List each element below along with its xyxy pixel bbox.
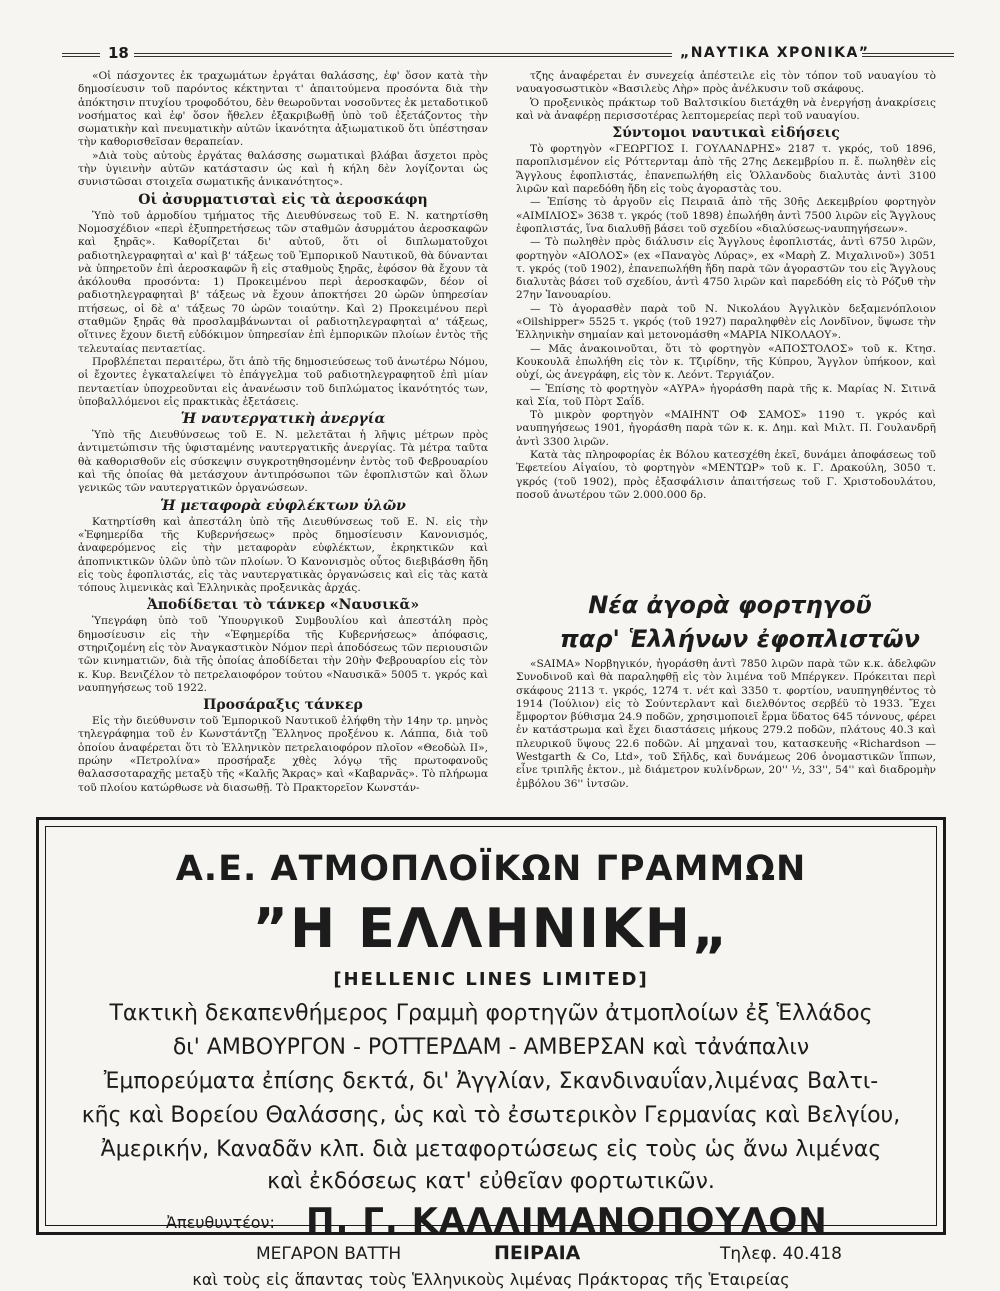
ad-route-line: δι' ΑΜΒΟΥΡΓΟΝ - ΡΟΤΤΕΡΔΑΜ - ΑΜΒΕΡΣΑΝ καὶ τἀνάπαλιν (172, 1035, 810, 1060)
section-heading: Ἡ ναυτεργατικὴ ἀνεργία (180, 411, 386, 428)
ad-company-line: Α.Ε. ΑΤΜΟΠΛΟΪΚΩΝ ΓΡΑΜΜΩΝ (175, 849, 807, 889)
paragraph: Κατὰ τὰς πληροφορίας ἐκ Βόλου κατεσχέθη ἐκεῖ, δυνάμει ἀποφάσεως τοῦ Ἐφετείου Αἰγαίου, τὸ φορτηγὸν «ΜΕΝΤΩΡ» τοῦ κ. Γ. Δρακούλη, 3050 τ. γκρός (τοῦ 1902), πρὸς ἐξασφάλισιν ἀπαιτήσεως τοῦ Γ. Χριστοδουλάτου, ποσοῦ ἀνωτέρου τῶν 2.000.000 δρ. (516, 449, 936, 501)
ad-contact-label: Ἀπευθυντέον: (166, 1213, 275, 1232)
ad-cargo-line-2: κῆς καὶ Βορείου Θαλάσσης, ὡς καὶ τὸ ἐσωτερικὸν Γερμανίας καὶ Βελγίου, (81, 1103, 901, 1128)
paragraph: Κατηρτίσθη καὶ ἀπεστάλη ὑπὸ τῆς Διευθύνσεως τοῦ Ε. Ν. εἰς τὴν «Ἐφημερίδα τῆς Κυβερνήσεως» πρὸς δημοσίευσιν Κανονισμός, ἀναφερόμενος εἰς τὴν μεταφορὰν εὐφλέκτων, ἐκρηκτικῶν καὶ ἀποπνικτικῶν ὑλῶν ὑπὸ τῶν πλοίων. Ὁ Κανονισμὸς οὗτος διεβιβάσθη ἤδη εἰς τοὺς ἐφοπλιστάς, εἰς τὰς ναυτεργατικὰς ὀργανώσεις καὶ εἰς τὰς κατὰ τόπους λιμενικὰς καὶ Ἑλληνικὰς προξενικὰς ἀρχάς. (78, 515, 488, 595)
header-rule-right (862, 53, 954, 57)
paragraph: — Ἐπίσης τὸ ἀργοῦν εἰς Πειραιᾶ ἀπὸ τῆς 30ῆς Δεκεμβρίου φορτηγὸν «ΑΙΜΙΛΙΟΣ» 3638 τ. γκρός (τοῦ 1898) ἐπωλήθη ἀντὶ 7500 λιρῶν εἰς Ἄγγλους ἐφοπλιστάς, ἵνα διαλυθῇ βάσει τοῦ σχεδίου «διαλύσεως-ναυπηγήσεων». (516, 196, 936, 235)
header-rule-left (62, 53, 100, 57)
section-heading: Προσάραξις τάνκερ (203, 697, 363, 714)
paragraph: — Τὸ ἀγορασθὲν παρὰ τοῦ Ν. Νικολάου Ἀγγλικὸν δεξαμενόπλοιον «Oilshipper» 5525 τ. γκρός (τοῦ 1927) παραληφθὲν εἰς Λονδῖνον, ὕψωσε τὴν Ἑλληνικὴν σημαίαν καὶ μετονομάσθη «ΜΑΡΙΑ ΝΙΚΟΛΑΟΥ». (516, 302, 936, 342)
paragraph: τζης ἀναφέρεται ἐν συνεχείᾳ ἀπέστειλε εἰς τὸν τόπον τοῦ ναυαγίου τὸ ναυαγοσωστικὸν «Βασιλεὺς Λὴρ» πρὸς ἀνέλκυσιν τοῦ σκάφους. (516, 70, 936, 96)
paragraph: «Οἱ πάσχοντες ἐκ τραχωμάτων ἐργάται θαλάσσης, ἐφ' ὅσον κατὰ τὴν δημοσίευσιν τοῦ παρόντος κέκτηνται τ' ἀπαιτούμενα προσόντα διὰ τὴν ἀπόκτησιν πτυχίου τροφοδότου, δὲν θεωροῦνται νοσοῦντες ἐκ μεταδοτικοῦ νοσήματος καὶ ἐφ' ὅσον ἤθελεν ἐξακριβωθῇ ὑπὸ τοῦ ἐξετάζοντος τὴν σωματικὴν καὶ πνευματικὴν αὐτῶν ἱκανότητα ἀξιωματικοῦ ὅτι ὑπέστησαν τὴν καθορισθεῖσαν θεραπείαν. (78, 70, 488, 149)
feature-article (516, 658, 936, 791)
advertisement (36, 817, 946, 1289)
paragraph: Τὸ φορτηγὸν «ΓΕΩΡΓΙΟΣ Ι. ΓΟΥΛΑΝΔΡΗΣ» 2187 τ. γκρός, τοῦ 1896, παροπλισμένον εἰς Ρόττερνταμ ἀπὸ τῆς 27ης Δεκεμβρίου π. ἔ. πωληθὲν εἰς Ἄγγλους ἐφοπλιστάς, ἐπανεπωλήθη εἰς Ὁλλανδοὺς διαλυτὰς ἀντὶ 3100 λιρῶν καὶ παρεδόθη ἤδη εἰς τοὺς ἀγοραστὰς του. (516, 143, 936, 196)
section-heading: Οἱ ἀσυρματισταὶ εἰς τὰ ἀεροσκάφη (138, 191, 428, 208)
paragraph: Εἰς τὴν διεύθυνσιν τοῦ Ἐμπορικοῦ Ναυτικοῦ ἐλήφθη τὴν 14ην τρ. μηνὸς τηλεγράφημα τοῦ ἐν Κωνστάντζῃ Ἕλληνος προξένου κ. Λάππα, διὰ τοῦ ὁποίου ἀναφέρεται ὅτι τὸ Ἑλληνικὸν πετρελαιοφόρον πλοῖον «Θεοδὼλ ΙΙ», πρώην «Πετρολίνα» προσήραξε χθὲς λόγῳ τῆς πρωτοφανοῦς θαλασσοταραχῆς μεταξὺ τῆς «Καλῆς Ἄκρας» καὶ «Καβαρνᾶς». Τὸ πλήρωμα τοῦ πλοίου κατώρθωσε νὰ διασωθῇ. Τὸ Πρακτορεῖον Κωνστάν- (78, 715, 488, 794)
paragraph: Τὸ μικρὸν φορτηγὸν «ΜΑΙΗΝΤ ΟΦ ΣΑΜΟΣ» 1190 τ. γκρός καὶ ναυπηγήσεως 1901, ἠγοράσθη παρὰ τῶν κ. κ. Δημ. καὶ Μιλτ. Π. Γουλανδρῆ ἀντὶ 3300 λιρῶν. (516, 409, 936, 448)
section-heading: Ἀποδίδεται τὸ τάνκερ «Ναυσικᾶ» (146, 597, 420, 614)
ad-brand-name: ”Η ΕΛΛΗΝΙΚΗ„ (252, 897, 730, 960)
paragraph: »Διὰ τοὺς αὐτοὺς ἐργάτας θαλάσσης σωματικαὶ βλάβαι ἄσχετοι πρὸς τὴν ὑγιεινὴν αὐτῶν κατάστασιν ὡς καὶ ἡ κήλη δὲν λογίζονται ὡς συνιστῶσαι στοιχεῖα σωματικῆς ἀνικανότητος». (78, 149, 488, 189)
left-column (78, 70, 488, 795)
headline-line-1: Νέα ἀγορὰ φορτηγοῦ (588, 591, 872, 619)
page-number: 18 (108, 44, 129, 62)
paragraph: Ὑπεγράφη ὑπὸ τοῦ Ὑπουργικοῦ Συμβουλίου καὶ ἀπεστάλη πρὸς δημοσίευσιν εἰς τὴν «Ἐφημερίδα τῆς Κυβερνήσεως» ἀπόφασις, στηριζομένη εἰς τὸν Ἀναγκαστικὸν Νόμον περὶ ἀποδόσεως τῶν περιουσιῶν τῶν κινηματιῶν, διὰ τῆς ὁποίας ἀποδίδεται τὴν 20ὴν Φεβρουαρίου εἰς τὸν κ. Κυρ. Βενιζέλον τὸ πετρελαιοφόρον τούτου «Ναυσικᾶ» 5005 τ. γκρός καὶ ναυπηγήσεως τοῦ 1922. (78, 615, 488, 694)
headline-line-2: παρ' Ἑλλήνων ἐφοπλιστῶν (559, 625, 920, 653)
ad-english-name: [HELLENIC LINES LIMITED] (333, 969, 649, 990)
ad-city: ΠΕΙΡΑΙΑ (494, 1242, 581, 1264)
header-rule-middle (134, 53, 672, 57)
paragraph: Ὑπὸ τοῦ ἁρμοδίου τμήματος τῆς Διευθύνσεως τοῦ Ε. Ν. κατηρτίσθη Νομοσχέδιον «περὶ ἐξυπηρετήσεως τῶν σταθμῶν ἀσυρμάτου ἀεροσκαφῶν καὶ ξηρᾶς». Καθορίζεται δι' αὐτοῦ, ὅτι οἱ διπλωματοῦχοι ραδιοτηλεγραφηταὶ α' καὶ β' τάξεως τοῦ Ἐμπορικοῦ Ναυτικοῦ, θὰ δύνανται νὰ ὑπηρετοῦν ἐπὶ ἀεροσκαφῶν ἢ εἰς σταθμοὺς ξηρᾶς, ἐφόσον θὰ ἔχουν τὰ ἀκόλουθα προσόντα: 1) Προκειμένου περὶ ἀεροσκαφῶν, δέον οἱ ραδιοτηλεγραφηταὶ β' τάξεως νὰ ἔχουν ἀποκτήσει 20 ὡρῶν ὑπηρεσίαν πτήσεως, οἱ δὲ α' τάξεως 70 ὡρῶν τοιαύτην. Καὶ 2) Προκειμένου περὶ σταθμῶν ξηρᾶς θὰ προσλαμβάνωνται οἱ ραδιοτηλεγραφηταὶ α' τάξεως, οἵτινες ἔχουν διετῆ εὐδόκιμον ὑπηρεσίαν ἐπὶ ἐμπορικῶν πλοίων ἐντὸς τῆς τελευταίας πενταετίας. (78, 209, 488, 355)
paragraph: — Ἐπίσης τὸ φορτηγὸν «ΑΥΡΑ» ἠγοράσθη παρὰ τῆς κ. Μαρίας Ν. Σιτινᾶ καὶ Σία, τοῦ Πὸρτ Σαΐδ. (516, 382, 936, 408)
journal-title: „ΝΑΥΤΙΚΑ ΧΡΟΝΙΚΑ” (680, 45, 870, 61)
ad-cargo-line-4: καὶ ἐκδόσεως κατ' εὐθεῖαν φορτωτικῶν. (267, 1169, 715, 1194)
paragraph: Προβλέπεται περαιτέρω, ὅτι ἀπὸ τῆς δημοσιεύσεως τοῦ ἀνωτέρω Νόμου, οἱ ἔχοντες ἐγκαταλείψει τὸ ἐπάγγελμα τοῦ ραδιοτηλεγραφητοῦ ἐπὶ μίαν πενταετίαν ὑποχρεοῦνται εἰς ἀνανέωσιν τοῦ διπλώματος ἱκανότητός των, ὑποβαλλόμενοι εἰς πρακτικὰς ἐξετάσεις. (78, 355, 488, 408)
feature-headline (510, 588, 940, 656)
paragraph: — Τὸ πωληθὲν πρὸς διάλυσιν εἰς Ἄγγλους ἐφοπλιστάς, ἀντὶ 6750 λιρῶν, φορτηγὸν «ΑΙΟΛΟΣ» (ex «Παναγὸς Λύρας», ex «Μαρὴ Ζ. Μιχαλινοῦ») 3051 τ. γκρός (τοῦ 1902), ἐπανεπωλήθη ἤδη παρὰ τῶν ἀγοραστῶν του εἰς Ἄγγλους διαλυτὰς βάσει τοῦ σχεδίου, ἀντὶ 4750 λιρῶν καὶ παρεδόθη εἰς τὸ Ρόζυθ τὴν 27ην Ἰανουαρίου. (516, 236, 936, 302)
ad-cargo-line-3: Ἀμερικήν, Καναδᾶν κλπ. διὰ μεταφορτώσεως εἰς τοὺς ὡς ἄνω λιμένας (100, 1137, 882, 1162)
right-column (516, 70, 936, 502)
page-header (62, 44, 954, 64)
ad-footer-line: καὶ τοὺς εἰς ἅπαντας τοὺς Ἑλληνικοὺς λιμένας Πράκτορας τῆς Ἑταιρείας (192, 1270, 790, 1289)
ad-frame (45, 826, 937, 1289)
ad-agent-name: Π. Γ. ΚΑΛΛΙΜΑΝΟΠΟΥΛΟΝ (306, 1201, 828, 1241)
paragraph: Ὑπὸ τῆς Διευθύνσεως τοῦ Ε. Ν. μελετᾶται ἡ λῆψις μέτρων πρὸς ἀντιμετώπισιν τῆς ὑφισταμένης ναυτεργατικῆς ἀνεργίας. Τὰ μέτρα ταῦτα θὰ καθορισθοῦν εἰς σύσκεψιν συγκροτηθησομένην ἐντὸς τοῦ Φεβρουαρίου καὶ τῆς ὁποίας θὰ μετάσχουν ἀντιπρόσωποι τῶν ἐφοπλιστῶν καὶ ὅλων γενικῶς τῶν ναυτεργατικῶν ὀργανώσεων. (78, 429, 488, 495)
paragraph: Ὁ προξενικὸς πράκτωρ τοῦ Βαλτσικίου διετάχθη νὰ ἐνεργήσῃ ἀνακρίσεις καὶ νὰ ἀναφέρῃ περισσοτέρας λεπτομερείας περὶ τοῦ ναυαγίου. (516, 96, 936, 122)
paragraph: «SAIMA» Νορβηγικόν, ἠγοράσθη ἀντὶ 7850 λιρῶν παρὰ τῶν κ.κ. ἀδελφῶν Συνοδινοῦ καὶ θὰ παραληφθῇ εἰς τὸν λιμένα τοῦ Μπέργκεν. Πρόκειται περὶ σκάφους 2113 τ. γκρός, 1274 τ. νέτ καὶ 3350 τ. φορτίου, ναυπηγηθέντος τὸ 1914 (Ἰούλιον) εἰς τὸ Σούντερλαντ καὶ διελθόντος σερβέϋ τὸ 1933. Ἔχει ἔμφορτον βύθισμα 24.9 ποδῶν, χρησιμοποιεῖ ἔρμα ὕδατος 645 τόννους, φέρει ἐν κατάστρωμα καὶ ἔχει διαστάσεις μήκους 279.2 ποδῶν, πλάτους 40.3 καὶ πλευρικοῦ ὕψους 22.6 ποδῶν. Αἱ μηχαναὶ του, κατασκευῆς «Richardson — Westgarth & Co, Ltd», τοῦ Σῆλδς, καὶ δυνάμεως 206 ὀνομαστικῶν ἵππων, εἶνε τριπλῆς ἐκτον., μὲ διάμετρον κυλίνδρων, 20'' ½, 33'', 54'' καὶ διαδρομὴν ἐμβόλου 36'' ἰντσῶν. (516, 658, 936, 790)
section-heading: Σύντομοι ναυτικαὶ εἰδήσεις (612, 125, 840, 142)
paragraph: — Μᾶς ἀνακοινοῦται, ὅτι τὸ φορτηγὸν «ΑΠΟΣΤΟΛΟΣ» τοῦ κ. Κτησ. Κουκουλᾶ ἐπωλήθη εἰς τὸν κ. Τζιρίδην, τῆς Κύπρου, Ἄγγλον ὑπήκοον, καὶ οὐχί, ὡς ἀνεγράφη, εἰς τὸν κ. Λεόντ. Τεργιάζον. (516, 342, 936, 382)
ad-service-line: Τακτικὴ δεκαπενθήμερος Γραμμὴ φορτηγῶν ἀτμοπλοίων ἐξ Ἑλλάδος (109, 1001, 873, 1026)
ad-building: ΜΕΓΑΡΟΝ ΒΑΤΤΗ (256, 1244, 402, 1264)
section-heading: Ἡ μεταφορὰ εὐφλέκτων ὑλῶν (160, 497, 406, 514)
ad-cargo-line-1: Ἐμπορεύματα ἐπίσης δεκτά, δι' Ἀγγλίαν, Σκανδιναυΐαν,λιμένας Βαλτι- (103, 1069, 879, 1094)
ad-telephone: Τηλεφ. 40.418 (720, 1244, 842, 1264)
